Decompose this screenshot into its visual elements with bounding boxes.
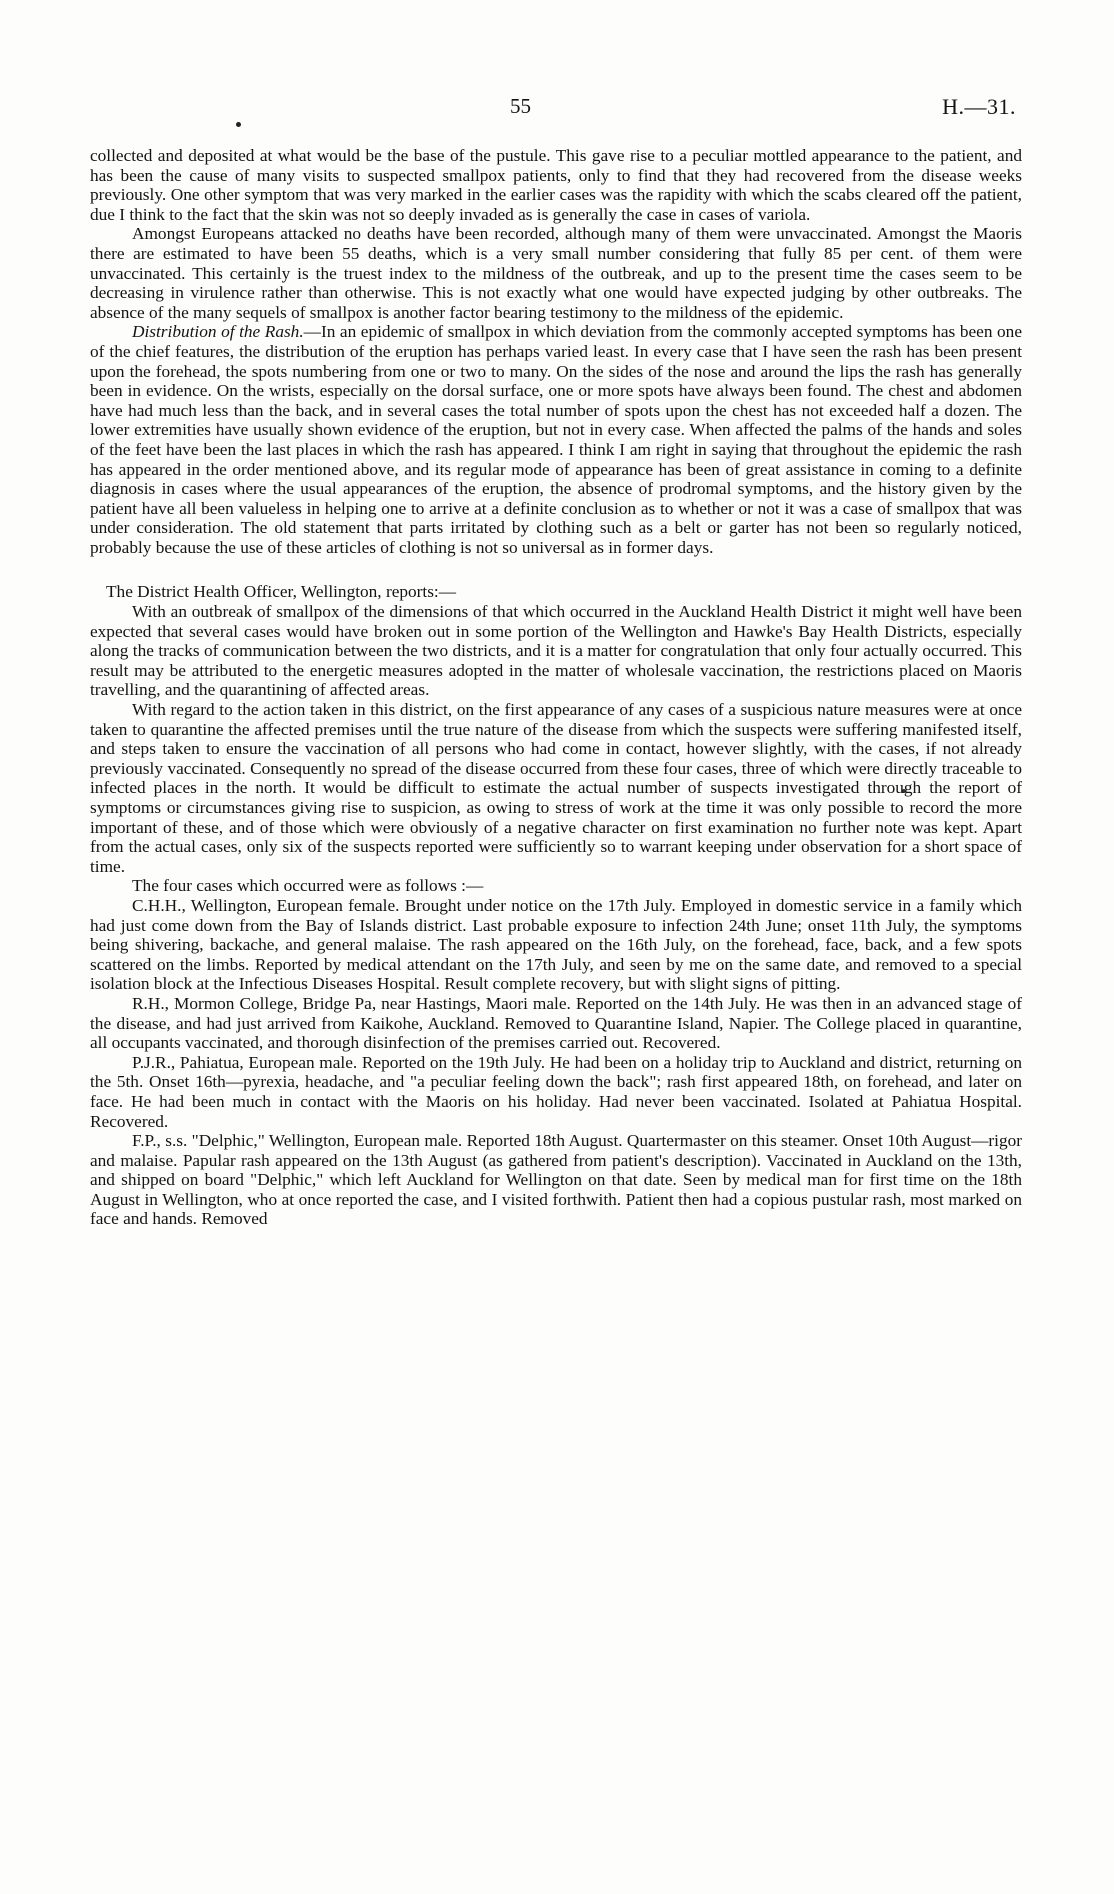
case-chh-wellington: C.H.H., Wellington, European female. Brought under notice on the 17th July. Employed in domestic service in a family which had just come down from the Bay of Islands district. Last probable exposure to infection 24th June; onset 11th July, the symptoms being shivering, backache, and general malaise. The rash appeared on the 16th July, on the forehead, face, back, and a few spots scattered on the limbs. Reported by medical attendant on the 17th July, and seen by me on the same date, and removed to a special isolation block at the Infectious Diseases Hospital. Result complete recovery, but with slight signs of pitting.: [90, 895, 1022, 994]
paragraph-europeans-mortality: Amongst Europeans attacked no deaths have been recorded, although many of them were unvaccinated. Amongst the Maoris there are estimated to have been 55 deaths, which is a very small number considering that fully 85 per cent. of them were unvaccinated. This certainly is the truest index to the mildness of the outbreak, and up to the present time the cases seem to be decreasing in virulence rather than otherwise. This is not exactly what one would have expected judging by other outbreaks. The absence of the many sequels of smallpox is another factor bearing testimony to the mildness of the epidemic.: [90, 224, 1022, 322]
paragraph-pustule-continuation: collected and deposited at what would be the base of the pustule. This gave rise to a peculiar mottled appearance to the patient, and has been the cause of many visits to suspected smallpox patients, only to find that they had recovered from the disease weeks previously. One other symptom that was very marked in the earlier cases was the rapidity with which the scabs cleared off the patient, due I think to the fact that the skin was not so deeply invaded as is generally the case in cases of variola.: [90, 146, 1022, 224]
paragraph-distribution-of-rash: [90, 322, 1022, 557]
ink-speck: [236, 122, 241, 127]
paragraph-action-taken: With regard to the action taken in this district, on the first appearance of any cases of a suspicious nature measures were at once taken to quarantine the affected premises until the true nature of the disease from which the suspects were suffering manifested itself, and steps taken to ensure the vaccination of all persons who had come in contact, however slightly, with the cases, if not already previously vaccinated. Consequently no spread of the disease occurred from these four cases, three of which were directly traceable to infected places in the north. It would be difficult to estimate the actual number of suspects investigated through the report of symptoms or circumstances giving rise to suspicion, as owing to stress of work at the time it was only possible to record the more important of these, and of those which were obviously of a negative character on first examination no further note was kept. Apart from the actual cases, only six of the suspects reported were sufficiently so to warrant keeping under observation for a short space of time.: [90, 700, 1022, 876]
case-fp-delphic: F.P., s.s. "Delphic," Wellington, European male. Reported 18th August. Quartermaster on this steamer. Onset 10th August—rigor and malaise. Papular rash appeared on the 13th August (as gathered from patient's description). Vaccinated in Auckland on the 13th, and shipped on board "Delphic," which left Auckland for Wellington on that date. Seen by medical man for first time on the 18th August in Wellington, who at once reported the case, and I visited forthwith. Patient then had a copious pustular rash, most marked on face and hands. Removed: [90, 1131, 1022, 1229]
paragraph-text: —In an epidemic of smallpox in which deviation from the commonly accepted symptoms has been one of the chief features, the distribution of the eruption has perhaps varied least. In every case that I have seen the rash has been present upon the forehead, the spots numbering from one or two to many. On the sides of the nose and around the lips the rash has generally been in evidence. On the wrists, especially on the dorsal surface, one or more spots have always been found. The chest and abdomen have had much less than the back, and in several cases the total number of spots upon the chest has not exceeded half a dozen. The lower extremities have usually shown evidence of the eruption, but not in every case. When affected the palms of the hands and soles of the feet have been the last places in which the rash has appeared. I think I am right in saying that throughout the epidemic the rash has appeared in the order mentioned above, and its regular mode of appearance has been of great assistance in coming to a definite diagnosis in cases where the usual appearances of the eruption, the absence of prodromal symptoms, and the history given by the patient have all been valueless in helping one to arrive at a definite conclusion as to whether or not it was a case of smallpox that was under consideration. The old statement that parts irritated by clothing such as a belt or garter has not been so regularly noticed, probably because the use of these articles of clothing is not so universal as in former days.: [90, 322, 1022, 557]
section-intro-wellington: The District Health Officer, Wellington, reports:—: [106, 582, 457, 602]
paragraph-outbreak-dimensions: With an outbreak of smallpox of the dimensions of that which occurred in the Auckland Health District it might well have been expected that several cases would have broken out in some portion of the Wellington and Hawke's Bay Health Districts, especially along the tracks of communication between the two districts, and it is a matter for congratulation that only four actually occurred. This result may be attributed to the energetic measures adopted in the matter of wholesale vaccination, the restrictions placed on Maoris travelling, and the quarantining of affected areas.: [90, 602, 1022, 700]
page-header: [0, 94, 1114, 124]
document-reference: H.—31.: [942, 94, 1016, 119]
page-body: [90, 146, 1022, 1229]
page-number: 55: [510, 94, 531, 118]
paragraph-cases-intro: The four cases which occurred were as follows :—: [132, 876, 484, 896]
run-in-heading: Distribution of the Rash.: [132, 322, 304, 342]
case-pjr-pahiatua: P.J.R., Pahiatua, European male. Reported on the 19th July. He had been on a holiday trip to Auckland and district, returning on the 5th. Onset 16th—pyrexia, headache, and "a peculiar feeling down the back"; rash first appeared 18th, on forehead, and later on face. He had been much in contact with the Maoris on his holiday. Had never been vaccinated. Isolated at Pahiatua Hospital. Recovered.: [90, 1052, 1022, 1131]
case-rh-mormon-college: R.H., Mormon College, Bridge Pa, near Hastings, Maori male. Reported on the 14th July. He was then in an advanced stage of the disease, and had just arrived from Kaikohe, Auckland. Removed to Quarantine Island, Napier. The College placed in quarantine, all occupants vaccinated, and thorough disinfection of the premises carried out. Recovered.: [90, 993, 1022, 1053]
